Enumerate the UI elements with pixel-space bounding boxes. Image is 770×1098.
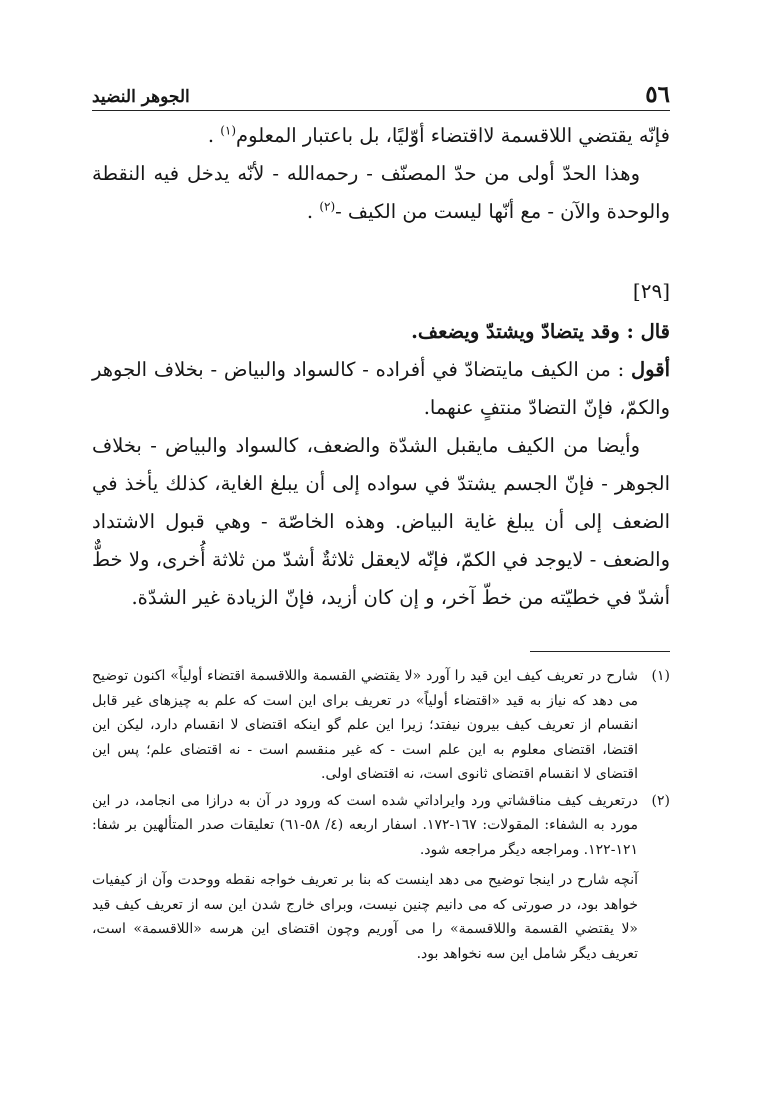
paragraph-text: فإنّه يقتضي اللاقسمة لااقتضاء أوّليًا، بل باعتبار المعلوم [236,124,670,147]
aqul-paragraph [92,351,670,427]
footnote-reference[interactable]: (١) [220,123,237,138]
main-text [92,117,670,617]
page-header [92,70,670,111]
section-number: [٢٩] [632,279,670,303]
footnote-reference[interactable]: (٢) [319,199,336,214]
spacer [92,231,670,271]
aqul-label: أقول [631,358,670,381]
running-title: الجوهر النضيد [92,87,190,107]
footnote-number: (٢) [651,792,670,809]
paragraph [92,117,670,155]
footnote [92,664,670,787]
paragraph-end: . [207,124,221,147]
paragraph-text: وأيضا من الكيف مايقبل الشدّة والضعف، كالسواد والبياض - بخلاف الجوهر - فإنّ الجسم يشتدّ في سواده إلى أن يبلغ الغاية، كذلك يأخذ في الضعف إلى أن يبلغ غاية البياض. وهذه الخاصّة - وهي قبول الاشتداد والضعف - لايوجد في الكمّ، فإنّه لايعقل ثلاثةٌ أشدّ من ثلاثة أُخرى، ولا خطٌّ أشدّ في خطيّته من خطّ آخر، و إن كان أزيد، فإنّ الزيادة غير الشدّة. [92,434,670,609]
qal-paragraph [92,313,670,351]
footnote [92,789,670,863]
paragraph [92,155,670,231]
aqul-text: : من الكيف مايتضادّ في أفراده - كالسواد والبياض - بخلاف الجوهر والكمّ، فإنّ التضادّ منتفٍ عنهما. [92,358,670,419]
footnote-text: درتعريف كيف مناقشاتي ورد وايراداتي شده است كه ورود در آن به درازا مى انجامد، در اين مورد به الشفاء: المقولات: ١٦٧-١٧٢. اسفار اربعه (٤/ ٥٨-٦١) تعليقات صدر المتألهين بر شفا: ١٢١-١٢٢. ومراجعه ديگر مراجعه شود. [92,792,638,858]
book-page [92,70,670,966]
footnote-continuation: آنچه شارح در اينجا توضيح مى دهد اينست كه بنا بر تعريف خواجه نقطه ووحدت وآن از كيفيات خواهد بود، در صورتى كه مى دانيم چنين نيست، وبراى خارج شدن اين سه از تعريف كيف قيد «لا يقتضي القسمة واللاقسمة» را مى آوريم وچون اقتضاى اين هرسه «اللاقسمة» است، تعريف ديگر شامل اين سه نخواهد بود. [92,872,638,962]
page-number: ٥٦ [645,81,670,108]
footnotes [92,664,670,966]
qal-text: : وقد يتضادّ ويشتدّ ويضعف. [411,320,641,343]
paragraph-text: وهذا الحدّ أولى من حدّ المصنّف - رحمه‌الله - لأنّه يدخل فيه النقطة والوحدة والآن - مع أنّها ليست من الكيف - [92,162,670,223]
footnote-divider [530,651,670,652]
footnote-text: شارح در تعريف كيف اين قيد را آورد «لا يقتضي القسمة واللاقسمة اقتضاء أولياً» اكنون توضيح مى دهد كه نياز به قيد «اقتضاء أولياً» در تعريف براى اين است كه علم به چيزهاى غير قابل انقسام از تعريف كيف بيرون نيفتد؛ زيرا اين علم گو اينكه اقتضاى لا انقسام دارد، ليكن اين اقتضا، اقتضاى معلوم به اين علم است - كه غير منقسم است - نه اقتضاى علم؛ پس اين اقتضاى لا انقسام اقتضاى ثانوى است، نه اقتضاى اولى. [92,668,638,782]
footnote-number: (١) [651,668,670,684]
qal-label: قال [640,320,670,343]
paragraph-end: . [306,200,320,223]
paragraph [92,427,670,617]
